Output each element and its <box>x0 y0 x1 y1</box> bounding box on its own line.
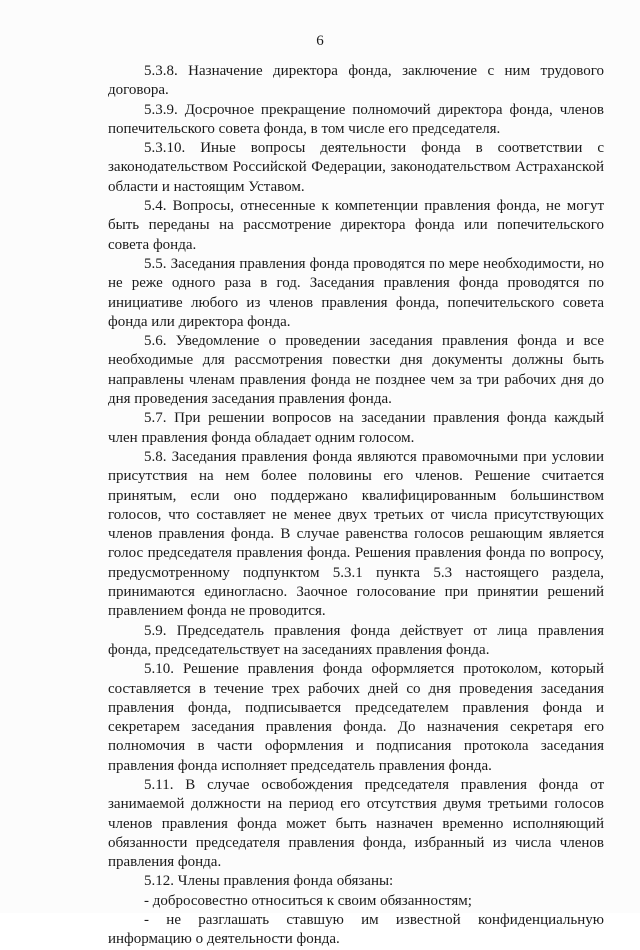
clause-5-6: 5.6. Уведомление о проведении заседания правления фонда и все необходимые для рассмотрения повестки дня документы должны быть направлены членам правления фонда не позднее чем за три рабочих дня до дня проведения заседания правления фонда. <box>108 333 604 408</box>
clause-5-5: 5.5. Заседания правления фонда проводятся по мере необходимости, но не реже одного раза в год. Заседания правления фонда проводятся по инициативе любого из членов правления фонда, попечительского совета фонда или директора фонда. <box>108 255 604 330</box>
clause-5-4: 5.4. Вопросы, отнесенные к компетенции правления фонда, не могут быть переданы на рассмотрение директора фонда или попечительского совета фонда. <box>108 198 604 253</box>
duty-list-item: - не разглашать ставшую им известной конфиденциальную информацию о деятельности фонда. <box>108 912 604 948</box>
clause-5-9: 5.9. Председатель правления фонда действует от лица правления фонда, председательствует на заседаниях правления фонда. <box>108 622 604 658</box>
clause-5-3-8: 5.3.8. Назначение директора фонда, заключение с ним трудового договора. <box>108 63 604 99</box>
clause-5-7: 5.7. При решении вопросов на заседании правления фонда каждый член правления фонда обладает одним голосом. <box>108 410 604 446</box>
clause-5-10: 5.10. Решение правления фонда оформляется протоколом, который составляется в течение трех рабочих дней со дня проведения заседания правления фонда, подписывается председателем правления фонда и секретарем заседания правления фонда. До назначения секретаря его полномочия в части оформления и подписания протокола заседания правления фонда исполняет председатель правления фонда. <box>108 661 604 774</box>
clause-5-3-10: 5.3.10. Иные вопросы деятельности фонда в соответствии с законодательством Российской Федерации, законодательством Астраханской области и настоящим Уставом. <box>108 140 604 195</box>
clause-5-3-9: 5.3.9. Досрочное прекращение полномочий директора фонда, членов попечительского совета фонда, в том числе его председателя. <box>108 101 604 137</box>
clause-5-12: 5.12. Члены правления фонда обязаны: <box>144 873 394 890</box>
page-number: 6 <box>316 33 324 49</box>
charter-section-text <box>108 62 604 950</box>
duty-list-item: - добросовестно относиться к своим обязанностям; <box>144 892 472 909</box>
clause-5-8: 5.8. Заседания правления фонда являются правомочными при условии присутствия на нем более половины его членов. Решение считается принятым, если оно поддержано квалифицированным большинством голосов, что составляет не менее двух третьих от числа присутствующих членов правления фонда. В случае равенства голосов решающим является голос председателя правления фонда. Решения правления фонда по вопросу, предусмотренному подпунктом 5.3.1 пункта 5.3 настоящего раздела, принимаются единогласно. Заочное голосование при принятии решений правлением фонда не проводится. <box>108 448 604 620</box>
clause-5-11: 5.11. В случае освобождения председателя правления фонда от занимаемой должности на период его отсутствия двумя третьими голосов членов правления фонда может быть назначен временно исполняющий обязанности председателя правления фонда, избранный из числа членов правления фонда. <box>108 776 604 871</box>
